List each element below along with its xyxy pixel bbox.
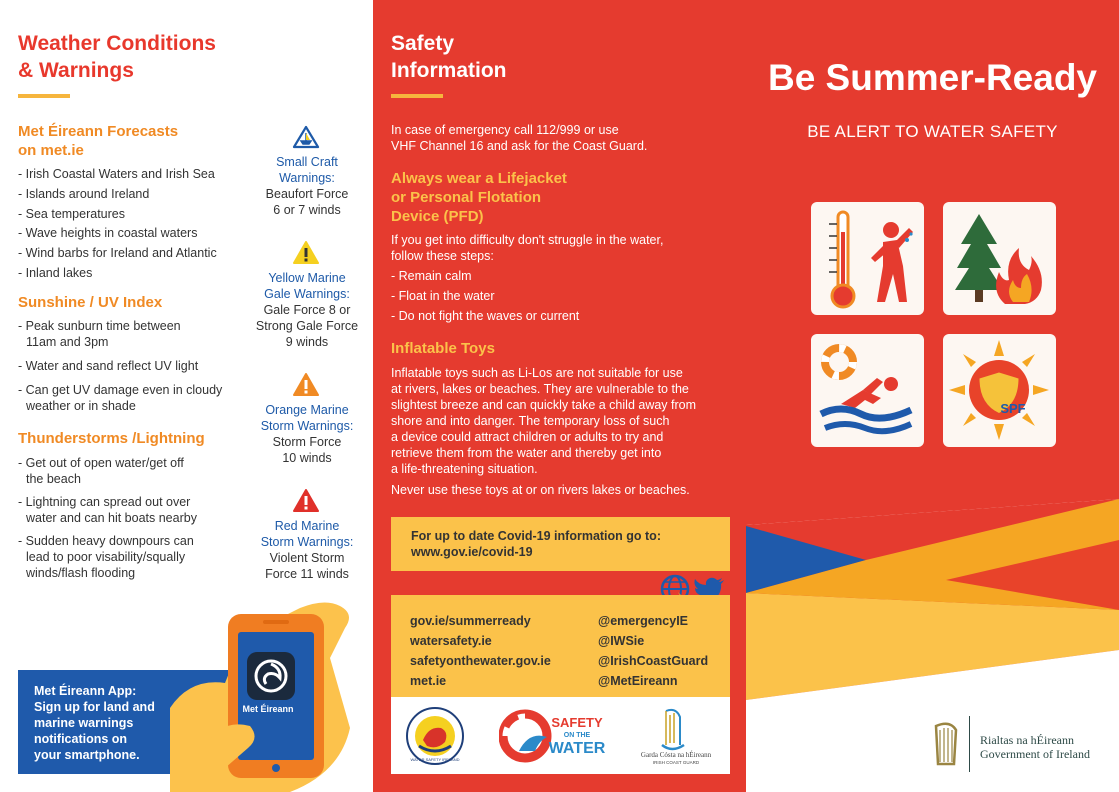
met-forecasts-list (18, 165, 240, 284)
uv-list (18, 318, 240, 414)
cover-background (746, 0, 1119, 792)
website-link[interactable]: met.ie (410, 674, 447, 688)
met-forecasts-heading: Met Éireann Forecasts on met.ie (18, 123, 179, 159)
website-link[interactable]: gov.ie/summerready (410, 614, 531, 628)
app-promo-text: Met Éireann App: Sign up for land and marine warnings notifications on your smartphone. (34, 684, 155, 762)
svg-text:ON THE: ON THE (563, 732, 591, 739)
orange-marine-warning: Orange Marine Storm Warnings: Storm Force 10 winds (260, 403, 354, 465)
orange-warning-icon (292, 372, 320, 397)
inflatable-toys-heading: Inflatable Toys (391, 340, 495, 357)
list-item: - Do not fight the waves or current (391, 309, 580, 323)
safety-title: Safety Information (391, 32, 507, 82)
list-item: - Lightning can spread out over water and can hit boats nearby (18, 495, 197, 525)
cover-title: Be Summer-Ready (767, 57, 1097, 98)
spf-label: SPF (1000, 401, 1026, 416)
weather-panel (0, 0, 373, 792)
cover-subtitle: BE ALERT TO WATER SAFETY (807, 122, 1058, 141)
safety-panel (373, 0, 746, 792)
svg-text:WATER: WATER (548, 740, 606, 757)
tree-fire-icon (943, 202, 1056, 315)
sun-spf-icon (943, 334, 1056, 447)
sunscreen-tile (943, 334, 1056, 447)
forest-fire-tile (943, 202, 1056, 315)
social-handle[interactable]: @IWSie (598, 634, 645, 648)
website-link[interactable]: safetyonthewater.gov.ie (410, 654, 551, 668)
emergency-text: In case of emergency call 112/999 or use VHF Channel 16 and ask for the Coast Guard. (391, 123, 648, 153)
water-safety-ireland-logo (405, 706, 465, 766)
list-item: - Get out of open water/get off the beach (18, 456, 184, 486)
swimming-tile (811, 334, 924, 447)
thermometer-person-icon (811, 202, 924, 315)
list-item: - Sudden heavy downpours can lead to poor visability/squally winds/flash flooding (18, 534, 194, 580)
list-item: - Wave heights in coastal waters (18, 226, 198, 241)
small-craft-warning: Small Craft Warnings: Beaufort Force 6 or 7 winds (265, 155, 349, 217)
title-underline (391, 94, 443, 98)
inflatable-toys-text: Inflatable toys such as Li-Los are not suitable for use at rivers, lakes or beaches. They are vulnerable to the slightest breeze and can quickly take a child away from shore and into danger. The temporary loss of such a device could attract children or adults to try and retrieve them from the water and thereby get into a life-threatening situation. Never use these toys at or on rivers lakes or beaches. (391, 366, 697, 497)
svg-text:SAFETY: SAFETY (551, 715, 603, 730)
partner-logos (391, 697, 730, 774)
yellow-warning-icon (292, 240, 320, 265)
list-item: - Wind barbs for Ireland and Atlantic (18, 246, 217, 261)
list-item: - Can get UV damage even in cloudy weather or in shade (18, 383, 223, 413)
irish-coast-guard-logo (636, 705, 716, 767)
red-warning-icon (292, 488, 320, 513)
small-craft-warning-icon (292, 125, 320, 149)
heat-exhaustion-tile (811, 202, 924, 315)
thunderstorm-heading: Thunderstorms /Lightning (18, 430, 205, 447)
list-item: - Water and sand reflect UV light (18, 359, 199, 373)
lifejacket-steps (391, 266, 579, 326)
list-item: - Remain calm (391, 269, 472, 283)
svg-text:IRISH COAST GUARD: IRISH COAST GUARD (652, 760, 700, 765)
swimmer-lifebuoy-icon (811, 334, 924, 447)
thunderstorm-list (18, 455, 240, 581)
social-handle[interactable]: @IrishCoastGuard (598, 654, 709, 668)
phone-app-label: Met Éireann (242, 704, 294, 714)
government-of-ireland-text: Rialtas na hÉireann Government of Ireland (980, 733, 1090, 761)
list-item: - Peak sunburn time between 11am and 3pm (18, 319, 181, 349)
title-underline (18, 94, 70, 98)
cover-panel (746, 0, 1119, 792)
svg-text:Garda Cósta na hÉireann: Garda Cósta na hÉireann (640, 751, 712, 759)
website-link[interactable]: watersafety.ie (410, 634, 492, 648)
gov-divider (969, 716, 970, 772)
harp-logo (930, 720, 960, 768)
lifejacket-heading: Always wear a Lifejacket or Personal Flotation Device (PFD) (391, 170, 567, 225)
social-handle[interactable]: @MetEireann (598, 674, 678, 688)
weather-title: Weather Conditions & Warnings (18, 32, 216, 82)
yellow-marine-warning: Yellow Marine Gale Warnings: Gale Force 8 or Strong Gale Force 9 winds (255, 271, 359, 349)
website-links (410, 611, 551, 691)
safety-on-the-water-logo (499, 707, 609, 765)
social-handle[interactable]: @emergencyIE (598, 614, 689, 628)
list-item: - Irish Coastal Waters and Irish Sea (18, 167, 215, 181)
list-item: - Inland lakes (18, 265, 93, 280)
svg-text:WATER SAFETY IRELAND: WATER SAFETY IRELAND (410, 757, 460, 762)
uv-heading: Sunshine / UV Index (18, 294, 163, 311)
covid-info-box: For up to date Covid-19 information go to: www.gov.ie/covid-19 (391, 517, 730, 571)
list-item: - Sea temperatures (18, 206, 125, 221)
covid-link[interactable]: www.gov.ie/covid-19 (411, 545, 533, 559)
lifejacket-intro: If you get into difficulty don't struggle in the water, follow these steps: (391, 233, 664, 263)
social-handles (598, 611, 708, 691)
red-marine-warning: Red Marine Storm Warnings: Violent Storm Force 11 winds (260, 519, 354, 581)
phone-in-hand-illustration (150, 598, 365, 792)
list-item: - Islands around Ireland (18, 186, 150, 201)
list-item: - Float in the water (391, 289, 495, 303)
